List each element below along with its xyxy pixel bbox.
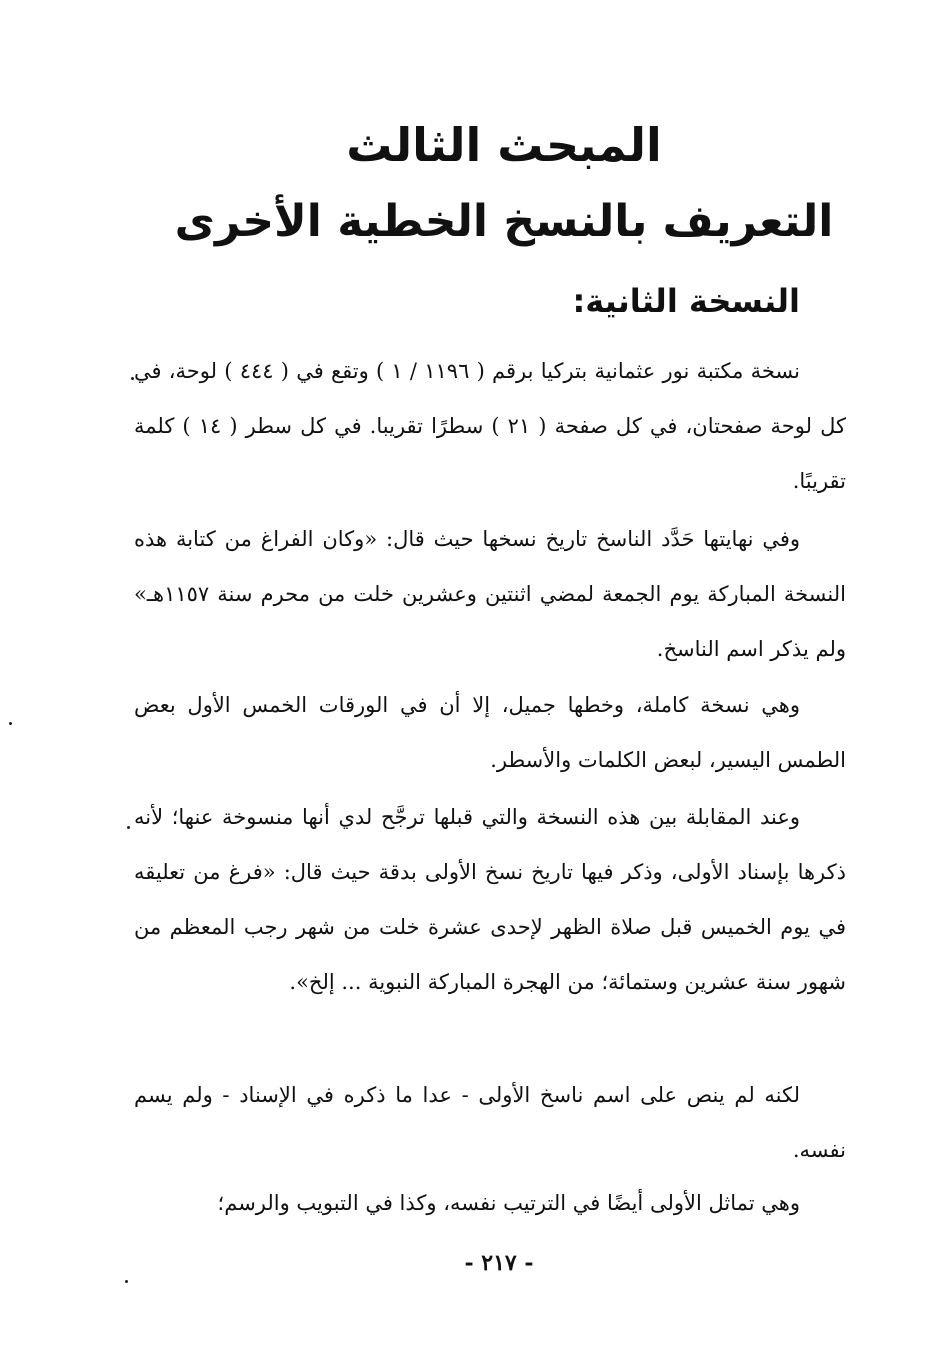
paragraph-text: وعند المقابلة بين هذه النسخة والتي قبلها ترجَّح لدي أنها منسوخة عنها؛ لأنه ذكرها بإسناد الأولى، وذكر فيها تاريخ نسخ الأولى بدقة حيث قال: «فرغ من تعليقه في يوم الخميس قبل صلاة الظهر لإحدى عشرة خلت من شهر رجب المعظم من شهور سنة عشرين وستمائة؛ من الهجرة المباركة النبوية ... إلخ». [134,805,846,994]
chapter-title: المبحث الثالث [346,118,662,172]
scan-speck [125,1280,128,1283]
scan-speck [9,722,12,725]
paragraph-text: نسخة مكتبة نور عثمانية بتركيا برقم ( ١١٩٦ / ١ ) وتقع في ( ٤٤٤ ) لوحة، في كل لوحة صفحتان، في كل صفحة ( ٢١ ) سطرًا تقريبا. في كل سطر ( ١٤ ) كلمة تقريبًا. [134,359,846,493]
section-heading: النسخة الثانية: [572,282,800,320]
paragraph-3 [134,678,846,788]
paragraph-text: لكنه لم ينص على اسم ناسخ الأولى - عدا ما ذكره في الإسناد - ولم يسم نفسه. [134,1083,846,1162]
scan-speck [131,377,134,380]
scan-speck [127,826,130,829]
paragraph-5 [134,1068,846,1178]
page-number: - ٢١٧ - [464,1250,534,1276]
paragraph-1 [134,344,846,509]
paragraph-text: وهي نسخة كاملة، وخطها جميل، إلا أن في الورقات الخمس الأول بعض الطمس اليسير، لبعض الكلمات والأسطر. [134,693,846,772]
paragraph-text: وفي نهايتها حَدَّد الناسخ تاريخ نسخها حيث قال: «وكان الفراغ من كتابة هذه النسخة المباركة يوم الجمعة لمضي اثنتين وعشرين خلت من محرم سنة ١١٥٧هـ» ولم يذكر اسم الناسخ. [134,527,846,661]
paragraph-4 [134,790,846,1010]
paragraph-2 [134,512,846,677]
paragraph-6 [134,1176,846,1231]
paragraph-text: وهي تماثل الأولى أيضًا في الترتيب نفسه، وكذا في التبويب والرسم؛ [217,1191,800,1215]
chapter-subtitle: التعريف بالنسخ الخطية الأخرى [174,196,834,247]
